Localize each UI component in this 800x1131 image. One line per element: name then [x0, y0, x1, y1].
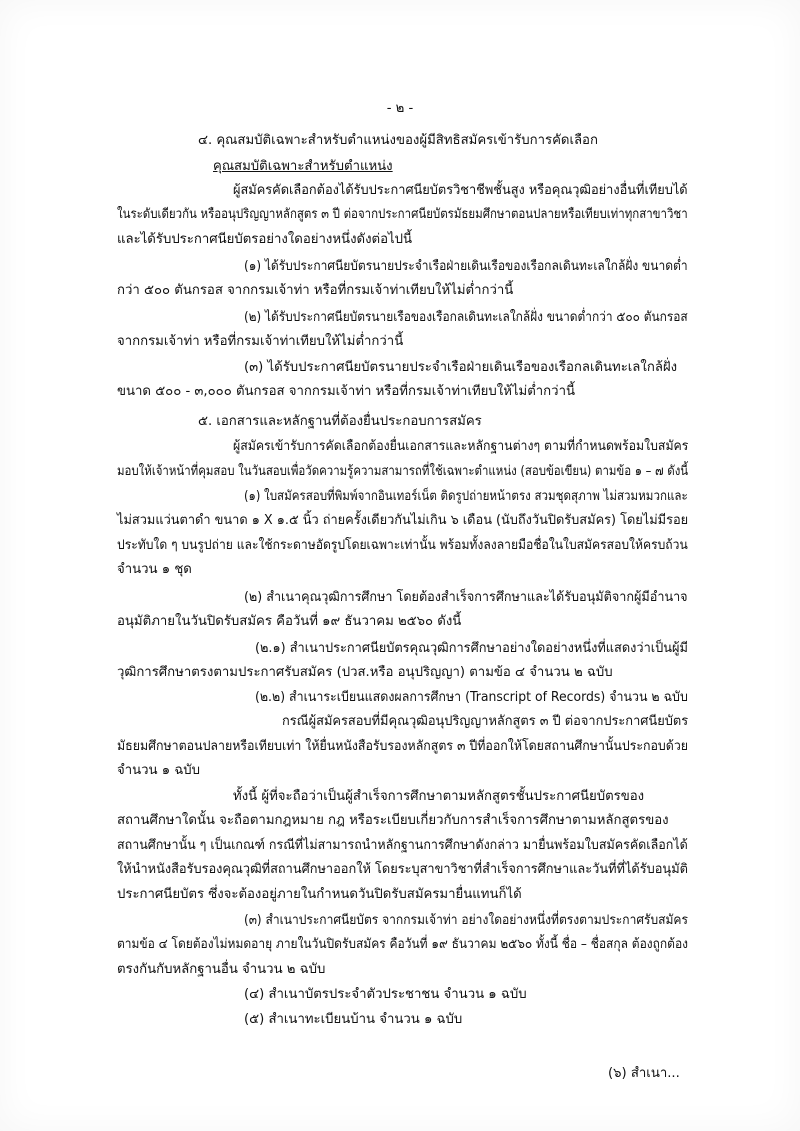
- section5-condition-line: ประกาศนียบัตร ซึ่งจะต้องอยู่ภายในกำหนดวันปิดรับสมัครมายื่นแทนก็ได้: [117, 887, 522, 902]
- section5-item1-line: ประทับใด ๆ บนรูปถ่าย และใช้กระดาษอัดรูปโดยเฉพาะเท่านั้น พร้อมทั้งลงลายมือชื่อในใบสมัครสอบให้ครบถ้วน: [117, 538, 688, 553]
- section4-subheading: คุณสมบัติเฉพาะสำหรับตำแหน่ง: [213, 159, 393, 174]
- section4-intro-line: ผู้สมัครคัดเลือกต้องได้รับประกาศนียบัตรวิชาชีพชั้นสูง หรือคุณวุฒิอย่างอื่นที่เทียบได้: [233, 183, 688, 198]
- section5-intro-line: ผู้สมัครเข้ารับการคัดเลือกต้องยื่นเอกสารและหลักฐานต่างๆ ตามที่กำหนดพร้อมใบสมัคร: [233, 439, 689, 454]
- page-number: - ๒ -: [386, 101, 414, 116]
- section5-item1-line: จำนวน ๑ ชุด: [117, 562, 192, 577]
- section5-note-line: จำนวน ๑ ฉบับ: [117, 763, 201, 778]
- section5-item2-1-line: (๒.๑) สำเนาประกาศนียบัตรคุณวุฒิการศึกษาอย่างใดอย่างหนึ่งที่แสดงว่าเป็นผู้มี: [255, 641, 689, 656]
- section5-condition-line: สถานศึกษานั้น ๆ เป็นเกณฑ์ กรณีที่ไม่สามารถนำหลักฐานการศึกษาดังกล่าว มายื่นพร้อมใบสมัครคัดเลือกได้: [117, 838, 688, 853]
- section5-heading: ๕. เอกสารและหลักฐานที่ต้องยื่นประกอบการสมัคร: [198, 414, 482, 429]
- section5-item1-line: ไม่สวมแว่นตาดำ ขนาด ๑ X ๑.๕ นิ้ว ถ่ายครั้งเดียวกันไม่เกิน ๖ เดือน (นับถึงวันปิดรับสมัคร) โดยไม่มีรอย: [117, 513, 689, 528]
- section4-item1-line: (๑) ได้รับประกาศนียบัตรนายประจำเรือฝ่ายเดินเรือของเรือกลเดินทะเลใกล้ฝั่ง ขนาดต่ำ: [244, 259, 688, 274]
- section5-intro-line: มอบให้เจ้าหน้าที่คุมสอบ ในวันสอบเพื่อวัดความรู้ความสามารถที่ใช้เฉพาะตำแหน่ง (สอบข้อเขียน) ตามข้อ ๑ – ๗ ดังนี้: [117, 464, 689, 479]
- section4-intro-line: และได้รับประกาศนียบัตรอย่างใดอย่างหนึ่งดังต่อไปนี้: [117, 232, 413, 247]
- section4-item2-line: (๒) ได้รับประกาศนียบัตรนายเรือของเรือกลเดินทะเลใกล้ฝั่ง ขนาดต่ำกว่า ๕๐๐ ตันกรอส: [244, 310, 688, 325]
- section5-item3-line: (๓) สำเนาประกาศนียบัตร จากกรมเจ้าท่า อย่างใดอย่างหนึ่งที่ตรงตามประกาศรับสมัคร: [244, 913, 688, 928]
- section5-item3-line: ตามข้อ ๔ โดยต้องไม่หมดอายุ ภายในวันปิดรับสมัคร คือวันที่ ๑๙ ธันวาคม ๒๕๖๐ ทั้งนี้ ชื่อ – ชื่อสกุล ต้องถูกต้อง: [117, 937, 689, 952]
- section4-item2-line: จากกรมเจ้าท่า หรือที่กรมเจ้าท่าเทียบให้ไม่ต่ำกว่านี้: [117, 334, 404, 349]
- section4-heading: ๔. คุณสมบัติเฉพาะสำหรับตำแหน่งของผู้มีสิทธิสมัครเข้ารับการคัดเลือก: [198, 133, 598, 148]
- section5-condition-line: ให้นำหนังสือรับรองคุณวุฒิที่สถานศึกษาออกให้ โดยระบุสาขาวิชาที่สำเร็จการศึกษาและวันที่ที่ได้รับอนุมัติ: [117, 862, 688, 877]
- section5-item4: (๔) สำเนาบัตรประจำตัวประชาชน จำนวน ๑ ฉบับ: [244, 987, 527, 1002]
- continuation-note: (๖) สำเนา...: [608, 1066, 680, 1081]
- section5-item5: (๕) สำเนาทะเบียนบ้าน จำนวน ๑ ฉบับ: [244, 1012, 463, 1027]
- section5-note-line: กรณีผู้สมัครสอบที่มีคุณวุฒิอนุปริญญาหลักสูตร ๓ ปี ต่อจากประกาศนียบัตร: [282, 714, 689, 729]
- section4-item3-line: ขนาด ๕๐๐ - ๓,๐๐๐ ตันกรอส จากกรมเจ้าท่า หรือที่กรมเจ้าท่าเทียบให้ไม่ต่ำกว่านี้: [117, 384, 575, 399]
- section5-condition-line: ทั้งนี้ ผู้ที่จะถือว่าเป็นผู้สำเร็จการศึกษาตามหลักสูตรชั้นประกาศนียบัตรของ: [233, 789, 645, 804]
- section5-item2-2: (๒.๒) สำเนาระเบียนแสดงผลการศึกษา (Transcript of Records) จำนวน ๒ ฉบับ: [255, 690, 688, 705]
- section5-item2-1-line: วุฒิการศึกษาตรงตามประกาศรับสมัคร (ปวส.หรือ อนุปริญญา) ตามข้อ ๔ จำนวน ๒ ฉบับ: [117, 665, 613, 680]
- section5-item3-line: ตรงกันกับหลักฐานอื่น จำนวน ๒ ฉบับ: [117, 962, 326, 977]
- section5-condition-line: สถานศึกษาใดนั้น จะถือตามกฎหมาย กฎ หรือระเบียบเกี่ยวกับการสำเร็จการศึกษาตามหลักสูตรของ: [117, 813, 669, 828]
- section5-note-line: มัธยมศึกษาตอนปลายหรือเทียบเท่า ให้ยื่นหนังสือรับรองหลักสูตร ๓ ปีที่ออกให้โดยสถานศึกษานั้นประกอบด้วย: [117, 739, 689, 754]
- section5-item2-line: (๒) สำเนาคุณวุฒิการศึกษา โดยต้องสำเร็จการศึกษาและได้รับอนุมัติจากผู้มีอำนาจ: [244, 590, 688, 605]
- section5-item1-line: (๑) ใบสมัครสอบที่พิมพ์จากอินเทอร์เน็ต ติดรูปถ่ายหน้าตรง สวมชุดสุภาพ ไม่สวมหมวกและ: [244, 489, 688, 504]
- section5-item2-line: อนุมัติภายในวันปิดรับสมัคร คือวันที่ ๑๙ ธันวาคม ๒๕๖๐ ดังนี้: [117, 614, 462, 629]
- section4-item3-line: (๓) ได้รับประกาศนียบัตรนายประจำเรือฝ่ายเดินเรือของเรือกลเดินทะเลใกล้ฝั่ง: [244, 360, 678, 375]
- section4-item1-line: กว่า ๕๐๐ ตันกรอส จากกรมเจ้าท่า หรือที่กรมเจ้าท่าเทียบให้ไม่ต่ำกว่านี้: [117, 283, 514, 298]
- section4-intro-line: ในระดับเดียวกัน หรืออนุปริญญาหลักสูตร ๓ ปี ต่อจากประกาศนียบัตรมัธยมศึกษาตอนปลายหรือเทียบเท่าทุกสาขาวิชา: [117, 207, 688, 222]
